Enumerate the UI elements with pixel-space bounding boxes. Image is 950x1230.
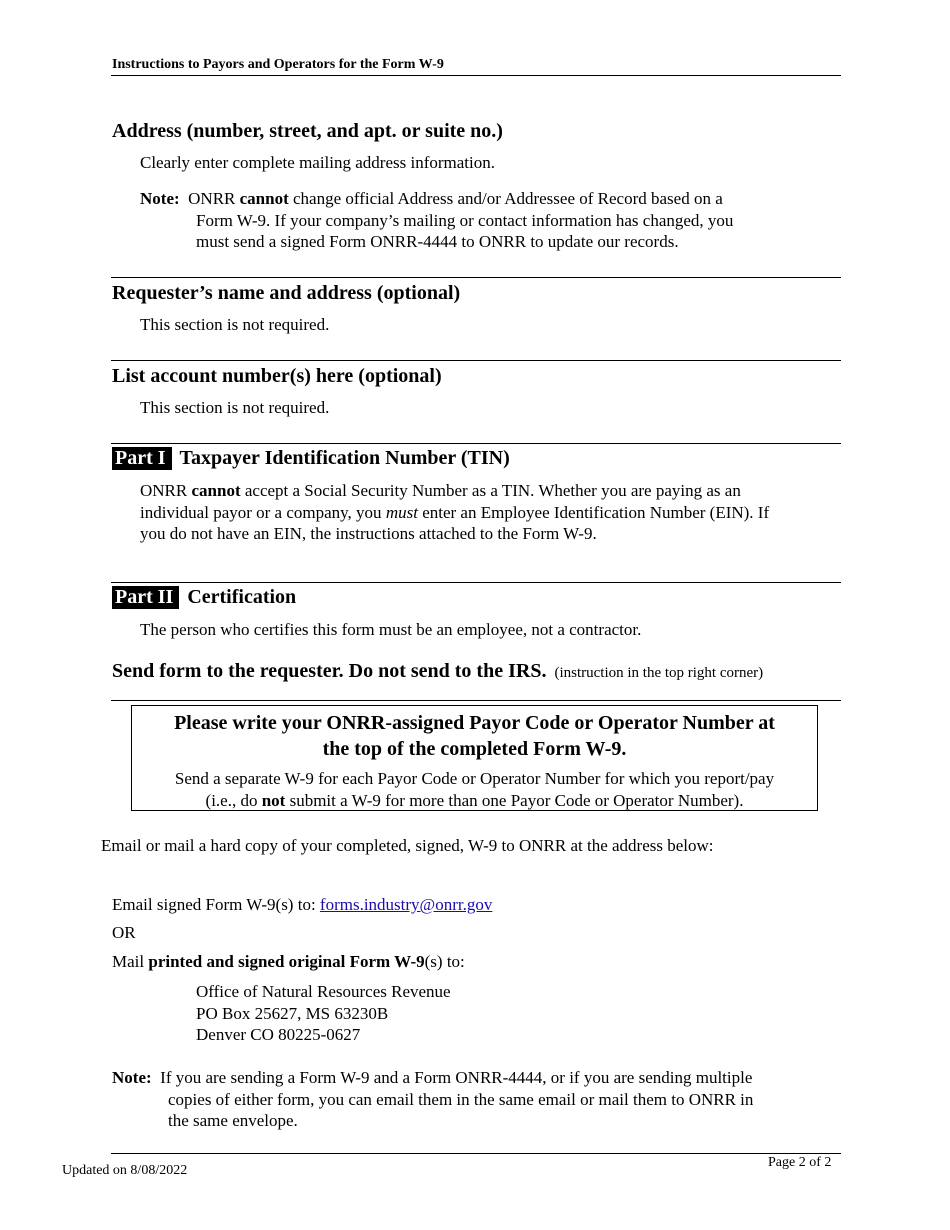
note-label: Note: (140, 189, 180, 208)
address-heading: Address (number, street, and apt. or suite no.) (112, 120, 503, 142)
box-big-text: Please write your ONRR-assigned Payor Code or Operator Number at the top of the completed Form W-9. (174, 712, 775, 760)
section-rule (111, 582, 841, 583)
mailing-address: Office of Natural Resources Revenue PO Box 25627, MS 63230B Denver CO 80225-0627 (196, 982, 451, 1044)
section-rule (111, 360, 841, 361)
address-text: Clearly enter complete mailing address information. (140, 153, 495, 172)
mail-intro: Email or mail a hard copy of your completed, signed, W-9 to ONRR at the address below: (101, 836, 714, 855)
header-title: Instructions to Payors and Operators for the Form W-9 (112, 57, 444, 72)
email-line: Email signed Form W-9(s) to: forms.industry@onrr.gov (112, 895, 493, 914)
final-note: Note: If you are sending a Form W-9 and a Form ONRR-4444, or if you are sending multiple copies of either form, you can email them in the same email or mail them to ONRR in the same envelope. (112, 1068, 754, 1130)
requester-text: This section is not required. (140, 315, 330, 334)
page-number: Page 2 of 2 (768, 1155, 832, 1170)
part2-heading-row (112, 586, 296, 609)
email-link[interactable]: forms.industry@onrr.gov (319, 895, 493, 914)
send-row (112, 660, 763, 683)
section-rule (111, 277, 841, 278)
footer-rule (111, 1153, 841, 1154)
section-rule (111, 443, 841, 444)
or-text: OR (112, 923, 136, 942)
final-note-label: Note: (112, 1068, 152, 1087)
part2-text: The person who certifies this form must be an employee, not a contractor. (140, 620, 642, 639)
part2-tag: Part II (112, 586, 179, 609)
header-rule (111, 75, 841, 76)
requester-heading: Requester’s name and address (optional) (112, 282, 461, 304)
accounts-text: This section is not required. (140, 398, 330, 417)
part2-heading: Certification (187, 586, 297, 608)
box-small-text: Send a separate W-9 for each Payor Code or Operator Number for which you report/pay (i.e., do not submit a W-9 for more than one Payor Code or Operator Number). (174, 769, 775, 810)
part1-text: ONRR cannot accept a Social Security Number as a TIN. Whether you are paying as an individual payor or a company, you must enter an Employee Identification Number (EIN). If you do not have an EIN, the instructions attached to the Form W-9. (140, 481, 770, 543)
section-rule (111, 700, 841, 701)
payor-code-box (131, 705, 818, 811)
part1-heading-row (112, 447, 510, 470)
part1-tag: Part I (112, 447, 172, 470)
accounts-heading: List account number(s) here (optional) (112, 365, 442, 387)
send-paren: (instruction in the top right corner) (554, 665, 764, 681)
send-heading: Send form to the requester. Do not send to the IRS. (112, 660, 547, 682)
part1-heading: Taxpayer Identification Number (TIN) (179, 447, 510, 469)
mail-line: Mail printed and signed original Form W-9(s) to: (112, 952, 465, 971)
updated-date: Updated on 8/08/2022 (62, 1163, 188, 1178)
address-note: Note: ONRR cannot change official Address and/or Addressee of Record based on a Form W-9. If your company’s mailing or contact information has changed, you must send a signed Form ONRR-4444 to ONRR to update our records. (140, 189, 734, 251)
